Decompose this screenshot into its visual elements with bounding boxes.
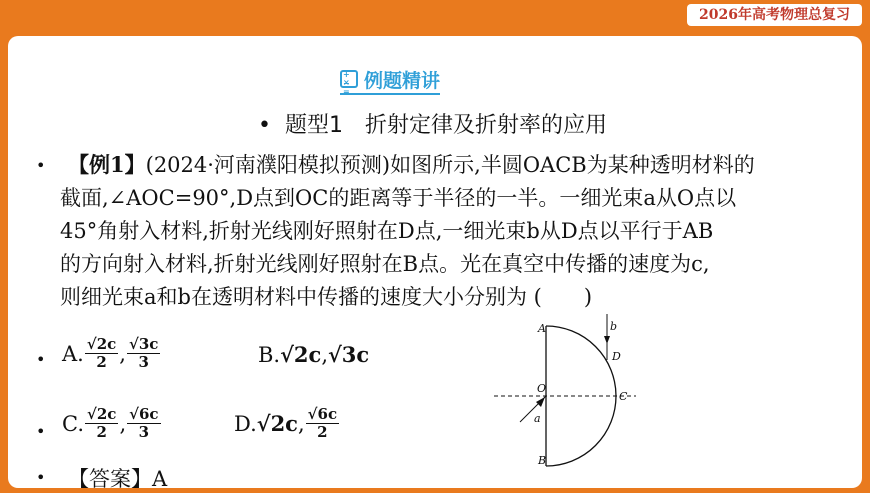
section-tag: [340, 66, 440, 95]
option-d-value-1: √2c: [256, 411, 298, 436]
option-c-frac-2: $\frac{√6c}{3}$: [129, 405, 159, 441]
option-c[interactable]: C. $\frac{√2c}{2}$ , $\frac{√6c}{3}$: [62, 405, 159, 441]
bullet-dot: •: [36, 468, 46, 487]
topic-title: [258, 108, 607, 139]
label-ray-a: a: [534, 412, 541, 425]
bullet-dot: •: [258, 113, 271, 138]
option-a[interactable]: A. $\frac{√2c}{2}$ , $\frac{√3c}{3}$: [62, 335, 159, 371]
label-b-point: B: [538, 454, 547, 467]
option-d-frac: $\frac{√6c}{2}$: [307, 405, 338, 441]
option-c-label: C.: [62, 411, 84, 436]
ray-b-arrow: [604, 336, 610, 344]
question-line-3: 45°角射入材料,折射光线刚好照射在D点,一细光束b从D点以平行于AB: [60, 219, 714, 243]
label-ray-b: b: [610, 320, 618, 333]
label-a-point: A: [538, 322, 546, 335]
answer-text: 【答案】A: [68, 467, 168, 491]
ray-a-arrow: [536, 397, 545, 407]
header-badge: 2026年高考物理总复习: [687, 4, 862, 26]
label-d-point: D: [612, 350, 621, 363]
bullet-dot: •: [36, 422, 46, 441]
question-line-2: 截面,∠AOC=90°,D点到OC的距离等于半径的一半。一细光束a从O点以: [60, 186, 737, 210]
option-a-label: A.: [62, 341, 84, 366]
option-b-label: B.: [258, 342, 281, 367]
question-text: [60, 148, 848, 314]
question-prefix: 【例1】: [68, 152, 146, 177]
question-line-1: [68, 148, 848, 182]
option-d-label: D.: [234, 411, 257, 436]
option-c-frac-1: $\frac{√2c}{2}$: [87, 405, 117, 441]
question-line-1-text: 如图所示,半圆OACB为某种透明材料的: [390, 153, 755, 177]
option-b-value-2: √3c: [328, 342, 370, 367]
label-o-point: O: [537, 382, 547, 395]
topic-title-text: 题型1 折射定律及折射率的应用: [284, 113, 607, 138]
question-line-4: 的方向射入材料,折射光线刚好照射在B点。光在真空中传播的速度为c,: [60, 252, 710, 276]
label-c-point: C: [619, 390, 628, 403]
semicircle-diagram: [490, 314, 640, 476]
option-b-value-1: √2c: [280, 342, 322, 367]
bullet-dot: •: [36, 350, 46, 369]
bullet-dot: •: [36, 156, 46, 175]
option-b[interactable]: B. √2c , √3c: [258, 342, 370, 367]
option-a-frac-2: $\frac{√3c}{3}$: [128, 335, 159, 371]
option-a-frac-1: $\frac{√2c}{2}$: [86, 335, 117, 371]
question-source: (2024·河南濮阳模拟预测): [145, 153, 391, 177]
question-line-5: 则细光束a和b在透明材料中传播的速度大小分别为 ( ): [60, 285, 593, 309]
option-d[interactable]: D. √2c , $\frac{√6c}{2}$: [234, 405, 338, 441]
section-tag-label: 例题精讲: [364, 69, 441, 92]
calculator-icon: [340, 70, 358, 88]
